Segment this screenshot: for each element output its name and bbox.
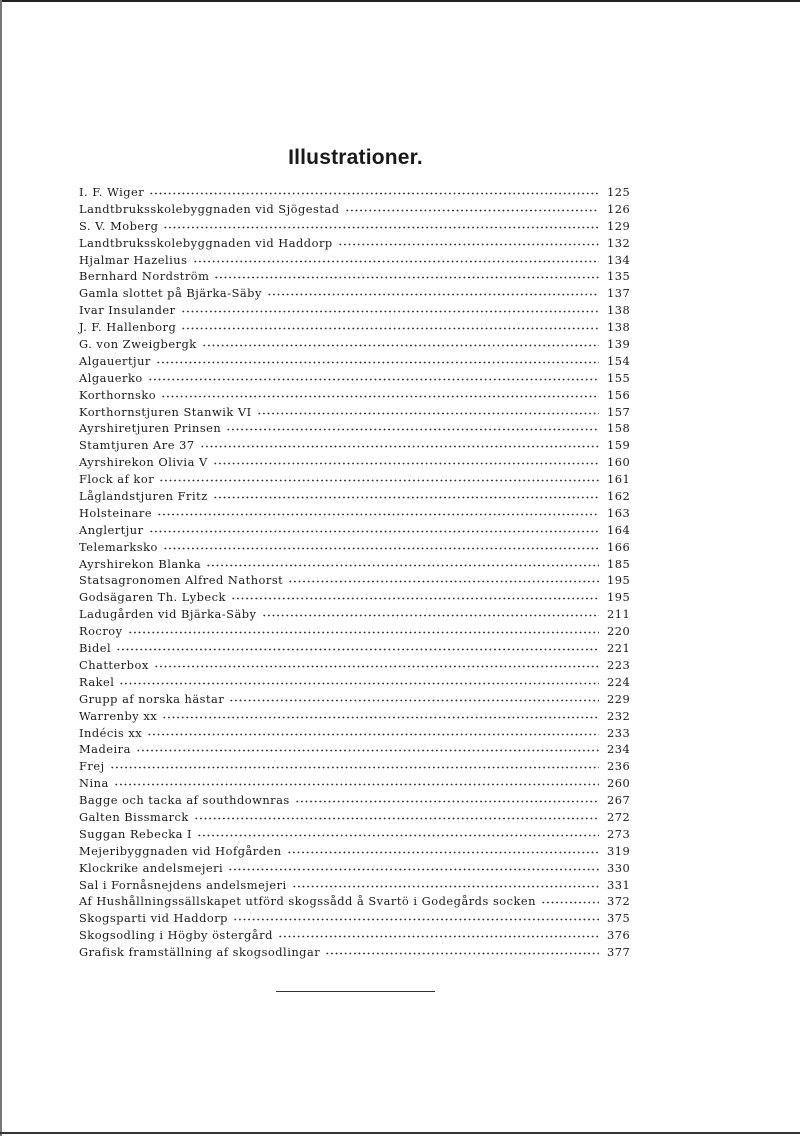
list-item	[79, 944, 629, 961]
entry-page-number: 220	[607, 624, 631, 639]
list-item	[79, 488, 629, 505]
dot-leader	[233, 918, 599, 921]
entry-label: Nina	[79, 776, 109, 791]
entry-label: Bidel	[79, 641, 112, 656]
dot-leader	[202, 344, 599, 347]
dot-leader	[231, 597, 599, 600]
bottom-scan-edge	[0, 1132, 800, 1134]
entry-label: Skogsparti vid Haddorp	[79, 911, 228, 926]
dot-leader	[128, 631, 599, 634]
entry-label: Korthornsko	[79, 387, 157, 402]
entry-label: Indécis xx	[79, 725, 143, 740]
dot-leader	[148, 378, 599, 381]
entry-page-number: 223	[607, 657, 631, 672]
entry-page-number: 232	[607, 708, 631, 723]
entry-page-number: 375	[607, 911, 631, 926]
entry-page-number: 163	[607, 505, 631, 520]
list-item	[79, 927, 629, 944]
dot-leader	[228, 868, 599, 871]
list-item	[79, 792, 629, 809]
illustration-list	[79, 184, 629, 961]
dot-leader	[213, 496, 599, 499]
entry-label: Frej	[79, 759, 105, 774]
entry-page-number: 267	[607, 793, 631, 808]
entry-label: Ayrshirekon Blanka	[79, 556, 202, 571]
entry-page-number: 139	[607, 337, 631, 352]
entry-label: Algauertjur	[79, 353, 151, 368]
entry-page-number: 134	[607, 252, 631, 267]
entry-label: S. V. Moberg	[79, 218, 159, 233]
dot-leader	[181, 327, 599, 330]
left-scan-edge	[0, 0, 2, 1136]
list-item	[79, 606, 629, 623]
entry-page-number: 156	[607, 387, 631, 402]
entry-page-number: 330	[607, 860, 631, 875]
entry-page-number: 161	[607, 472, 631, 487]
dot-leader	[206, 564, 599, 567]
list-item	[79, 235, 629, 252]
entry-label: I. F. Wiger	[79, 185, 145, 199]
entry-label: Chatterbox	[79, 657, 149, 672]
entry-page-number: 233	[607, 725, 631, 740]
list-item	[79, 252, 629, 269]
entry-page-number: 132	[607, 235, 631, 250]
entry-label: Klockrike andelsmejeri	[79, 860, 224, 875]
entry-label: Landtbruksskolebyggnaden vid Sjögestad	[79, 201, 340, 216]
list-item	[79, 775, 629, 792]
list-item	[79, 319, 629, 336]
dot-leader	[262, 614, 600, 617]
entry-label: Telemarksko	[79, 539, 158, 554]
list-item	[79, 420, 629, 437]
dot-leader	[278, 935, 599, 938]
dot-leader	[194, 817, 599, 820]
dot-leader	[147, 733, 599, 736]
list-item	[79, 184, 629, 201]
dot-leader	[136, 749, 599, 752]
entry-page-number: 157	[607, 404, 631, 419]
dot-leader	[119, 682, 599, 685]
entry-page-number: 126	[607, 201, 631, 216]
entry-page-number: 260	[607, 776, 631, 791]
entry-page-number: 162	[607, 489, 631, 504]
entry-page-number: 229	[607, 691, 631, 706]
dot-leader	[214, 276, 599, 279]
dot-leader	[114, 783, 599, 786]
dot-leader	[154, 665, 599, 668]
entry-label: Grafisk framställning af skogsodlingar	[79, 945, 321, 960]
entry-label: Stamtjuren Are 37	[79, 438, 195, 453]
list-item	[79, 826, 629, 843]
list-item	[79, 674, 629, 691]
entry-page-number: 195	[607, 590, 631, 605]
list-item	[79, 572, 629, 589]
dot-leader	[161, 395, 599, 398]
entry-label: G. von Zweigbergk	[79, 337, 197, 352]
dot-leader	[229, 699, 599, 702]
entry-page-number: 138	[607, 320, 631, 335]
list-item	[79, 471, 629, 488]
entry-label: Statsagronomen Alfred Nathorst	[79, 573, 284, 588]
dot-leader	[213, 462, 599, 465]
entry-page-number: 273	[607, 826, 631, 841]
dot-leader	[149, 192, 599, 195]
entry-label: Sal i Fornåsnejdens andelsmejeri	[79, 877, 287, 892]
entry-label: Galten Bissmarck	[79, 809, 189, 824]
dot-leader	[287, 851, 599, 854]
entry-label: Rocroy	[79, 624, 123, 639]
entry-page-number: 185	[607, 556, 631, 571]
entry-label: Warrenby xx	[79, 708, 158, 723]
entry-label: Gamla slottet på Bjärka-Säby	[79, 286, 262, 301]
entry-label: Holsteinare	[79, 505, 153, 520]
entry-page-number: 331	[607, 877, 631, 892]
dot-leader	[338, 243, 599, 246]
entry-page-number: 236	[607, 759, 631, 774]
entry-label: Ayrshirekon Olivia V	[79, 455, 208, 470]
entry-page-number: 234	[607, 742, 631, 757]
entry-page-number: 138	[607, 303, 631, 318]
dot-leader	[200, 445, 599, 448]
dot-leader	[226, 428, 599, 431]
list-item	[79, 877, 629, 894]
entry-page-number: 224	[607, 674, 631, 689]
list-item	[79, 201, 629, 218]
entry-page-number: 195	[607, 573, 631, 588]
page-title: Illustrationer.	[288, 146, 423, 169]
dot-leader	[292, 885, 599, 888]
list-item	[79, 404, 629, 421]
entry-page-number: 376	[607, 928, 631, 943]
entry-page-number: 158	[607, 421, 631, 436]
list-item	[79, 505, 629, 522]
dot-leader	[157, 513, 599, 516]
entry-page-number: 372	[607, 894, 631, 909]
entry-label: Godsägaren Th. Lybeck	[79, 590, 226, 605]
list-item	[79, 370, 629, 387]
entry-label: Algauerko	[79, 370, 143, 385]
list-item	[79, 336, 629, 353]
dot-leader	[163, 547, 599, 550]
entry-label: Af Hushållningssällskapet utförd skogssådd å Svartö i Godegårds socken	[79, 894, 537, 909]
entry-label: Ivar Insulander	[79, 303, 176, 318]
list-item	[79, 758, 629, 775]
dot-leader	[163, 226, 599, 229]
entry-label: Grupp af norska hästar	[79, 691, 225, 706]
dot-leader	[116, 648, 599, 651]
list-item	[79, 657, 629, 674]
list-item	[79, 218, 629, 235]
dot-leader	[156, 361, 599, 364]
entry-page-number: 135	[607, 269, 631, 284]
entry-page-number: 272	[607, 809, 631, 824]
dot-leader	[267, 293, 599, 296]
entry-page-number: 377	[607, 945, 631, 960]
list-item	[79, 725, 629, 742]
closing-rule	[276, 991, 435, 992]
list-item	[79, 589, 629, 606]
entry-page-number: 154	[607, 353, 631, 368]
entry-label: Hjalmar Hazelius	[79, 252, 188, 267]
list-item	[79, 910, 629, 927]
entry-label: Madeira	[79, 742, 131, 757]
dot-leader	[541, 901, 599, 904]
entry-label: Mejeribyggnaden vid Hofgården	[79, 843, 282, 858]
dot-leader	[325, 952, 599, 955]
entry-page-number: 319	[607, 843, 631, 858]
dot-leader	[345, 209, 599, 212]
list-item	[79, 860, 629, 877]
entry-label: Rakel	[79, 674, 115, 689]
list-item	[79, 809, 629, 826]
entry-page-number: 155	[607, 370, 631, 385]
list-item	[79, 708, 629, 725]
list-item	[79, 285, 629, 302]
list-item	[79, 353, 629, 370]
dot-leader	[288, 580, 599, 583]
entry-page-number: 221	[607, 641, 631, 656]
entry-page-number: 159	[607, 438, 631, 453]
list-item	[79, 843, 629, 860]
dot-leader	[162, 716, 599, 719]
dot-leader	[110, 766, 599, 769]
top-scan-edge	[0, 0, 800, 2]
list-item	[79, 387, 629, 404]
list-item	[79, 522, 629, 539]
entry-label: Suggan Rebecka I	[79, 826, 193, 841]
entry-page-number: 125	[607, 185, 631, 199]
entry-label: Flock af kor	[79, 472, 155, 487]
dot-leader	[149, 530, 599, 533]
dot-leader	[295, 800, 599, 803]
dot-leader	[193, 260, 600, 263]
entry-label: Bagge och tacka af southdownras	[79, 793, 290, 808]
dot-leader	[181, 310, 599, 313]
entry-label: Bernhard Nordström	[79, 269, 210, 284]
entry-page-number: 166	[607, 539, 631, 554]
entry-page-number: 129	[607, 218, 631, 233]
entry-label: J. F. Hallenborg	[79, 320, 177, 335]
list-item	[79, 437, 629, 454]
entry-label: Anglertjur	[79, 522, 144, 537]
entry-page-number: 211	[607, 607, 631, 622]
entry-page-number: 164	[607, 522, 631, 537]
entry-label: Låglandstjuren Fritz	[79, 489, 208, 504]
list-item	[79, 640, 629, 657]
entry-label: Korthornstjuren Stanwik VI	[79, 404, 252, 419]
entry-label: Skogsodling i Högby östergård	[79, 928, 273, 943]
list-item	[79, 302, 629, 319]
dot-leader	[197, 834, 599, 837]
list-item	[79, 539, 629, 556]
dot-leader	[159, 479, 599, 482]
list-item	[79, 741, 629, 758]
dot-leader	[257, 412, 599, 415]
entry-label: Ayrshiretjuren Prinsen	[79, 421, 222, 436]
entry-label: Landtbruksskolebyggnaden vid Haddorp	[79, 235, 333, 250]
list-item	[79, 268, 629, 285]
list-item	[79, 691, 629, 708]
entry-label: Ladugården vid Bjärka-Säby	[79, 607, 257, 622]
entry-page-number: 137	[607, 286, 631, 301]
list-item	[79, 893, 629, 910]
list-item	[79, 623, 629, 640]
list-item	[79, 556, 629, 573]
entry-page-number: 160	[607, 455, 631, 470]
list-item	[79, 454, 629, 471]
